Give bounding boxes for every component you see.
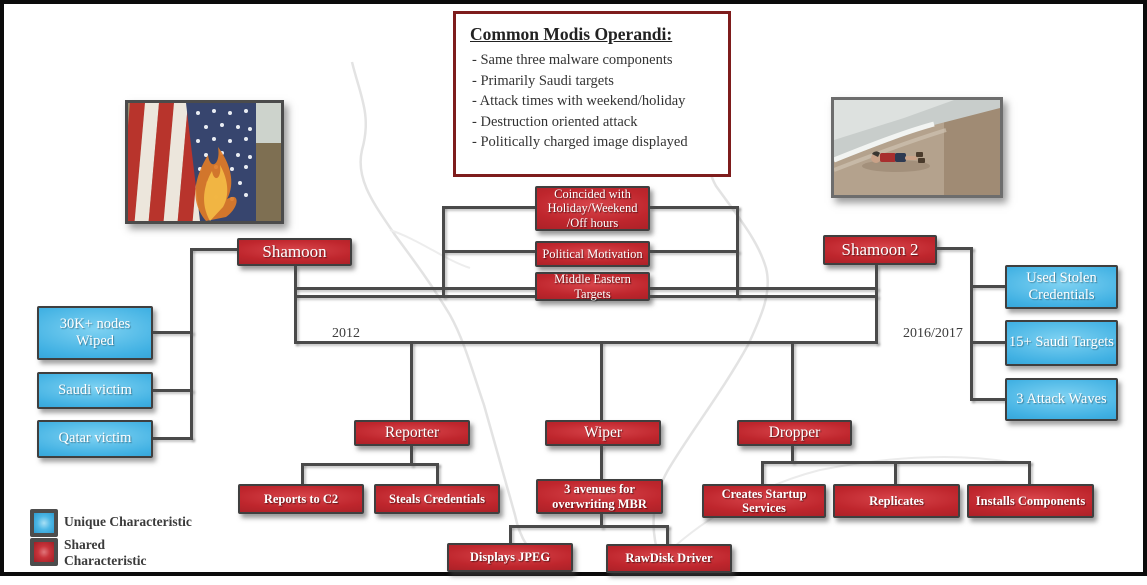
connector-reporter-drop [410,341,413,420]
burning-flag-photo [125,100,284,224]
connector-qatar-victim-stub [153,437,193,440]
wiper-label: Wiper [583,424,623,442]
shamoon2-label: Shamoon 2 [841,240,919,260]
displays-jpeg-label: Displays JPEG [469,550,551,565]
connector-used-stolen-stub [970,285,1005,288]
connector-right-blue-bus [970,247,973,401]
common-modus-operandi-box [453,11,731,177]
connector-coincided-left-stub [442,206,537,209]
qatar-victim-box [37,420,153,458]
connector-political-right-stub [649,250,739,253]
coincided-holiday-box [535,186,650,231]
connector-shared-right-h [649,287,878,290]
modus-bullet: - Primarily Saudi targets [472,72,720,92]
replicates-box [833,484,960,518]
legend-unique-swatch [30,509,58,537]
modus-title: Common Modis Operandi: [470,24,673,44]
used-stolen-label: Used Stolen Credentials [1026,269,1097,303]
reports-to-c2-label: Reports to C2 [263,491,339,506]
connector-saudi-victim-stub [153,389,193,392]
modus-bullet: - Politically charged image displayed [472,133,720,153]
modus-bullet: - Destruction oriented attack [472,113,720,133]
connector-left-blue-bus [190,248,193,440]
reporter-box [354,420,470,446]
connector-installs-drop [1028,461,1031,484]
rawdisk-driver-label: RawDisk Driver [625,551,713,566]
reports-to-c2-box [238,484,364,514]
reporter-label: Reporter [384,424,440,442]
connector-wiper-down [600,445,603,479]
middle-eastern-label: Middle Eastern Targets [554,272,631,301]
steals-credentials-label: Steals Credentials [389,491,485,506]
connector-wiper-drop [600,341,603,420]
rawdisk-driver-box [606,544,732,573]
connector-reportsc2-drop [301,463,304,484]
burning-flag-illustration [128,103,281,221]
saudi-victim-label: Saudi victim [58,381,132,398]
3-avenues-mbr-label: 3 avenues for overwriting MBR [552,482,647,511]
connector-shamoon2-column [875,265,878,344]
connector-rawdisk-drop [666,525,669,544]
used-stolen-credentials-box [1005,265,1118,309]
connector-jpeg-drop [509,525,512,543]
3-avenues-mbr-box [536,479,663,514]
legend-shared-label: Shared Characteristic [64,537,147,569]
30k-nodes-wiped-box [37,306,153,360]
displays-jpeg-box [447,543,573,572]
connector-steals-drop [436,463,439,484]
modus-bullet: - Same three malware components [472,51,720,71]
political-motivation-box [535,241,650,267]
3-attack-waves-box [1005,378,1118,421]
connector-replicates-drop [894,461,897,484]
shamoon2-year-label: 2016/2017 [903,326,963,341]
15-saudi-targets-box [1005,320,1118,366]
connector-30k-stub [153,331,193,334]
creates-startup-label: Creates Startup Services [721,486,807,515]
middle-eastern-targets-box [535,272,650,301]
dropper-box [737,420,852,446]
shamoon-year-label: 2012 [332,326,360,341]
connector-reporter-h [301,463,439,466]
installs-components-label: Installs Components [975,493,1086,508]
qatar-victim-label: Qatar victim [58,430,132,447]
shamoon2-box [823,235,937,265]
coincided-label: Coincided with Holiday/Weekend /Off hours [547,186,638,230]
connector-shamoon-column [294,266,297,344]
connector-shamoon-left-stub [190,248,237,251]
connector-shared-left-h [294,287,536,290]
3-attack-label: 3 Attack Waves [1016,390,1107,407]
beach-illustration [834,100,1000,195]
15-saudi-label: 15+ Saudi Targets [1009,334,1114,351]
connector-3attack-stub [970,398,1005,401]
connector-dropper-drop [791,341,794,420]
connector-shamoon2-right-stub [937,247,973,250]
legend-shared-swatch [30,538,58,566]
connector-15saudi-stub [970,341,1005,344]
connector-wiper-h [509,525,669,528]
dropper-label: Dropper [768,424,821,442]
shamoon-label: Shamoon [262,242,327,262]
30k-nodes-label: 30K+ nodes Wiped [59,315,131,349]
creates-startup-services-box [702,484,826,518]
saudi-victim-box [37,372,153,409]
replicates-label: Replicates [869,493,924,508]
connector-political-left-stub [442,250,537,253]
installs-components-box [967,484,1094,518]
beach-photo [831,97,1003,198]
wiper-box [545,420,661,446]
connector-coincided-right-stub [649,206,739,209]
modus-bullet: - Attack times with weekend/holiday [472,92,720,112]
legend-unique-label: Unique Characteristic [64,514,192,529]
shamoon-box [237,238,352,266]
connector-startup-drop [761,461,764,484]
political-label: Political Motivation [542,246,643,261]
steals-credentials-box [374,484,500,514]
